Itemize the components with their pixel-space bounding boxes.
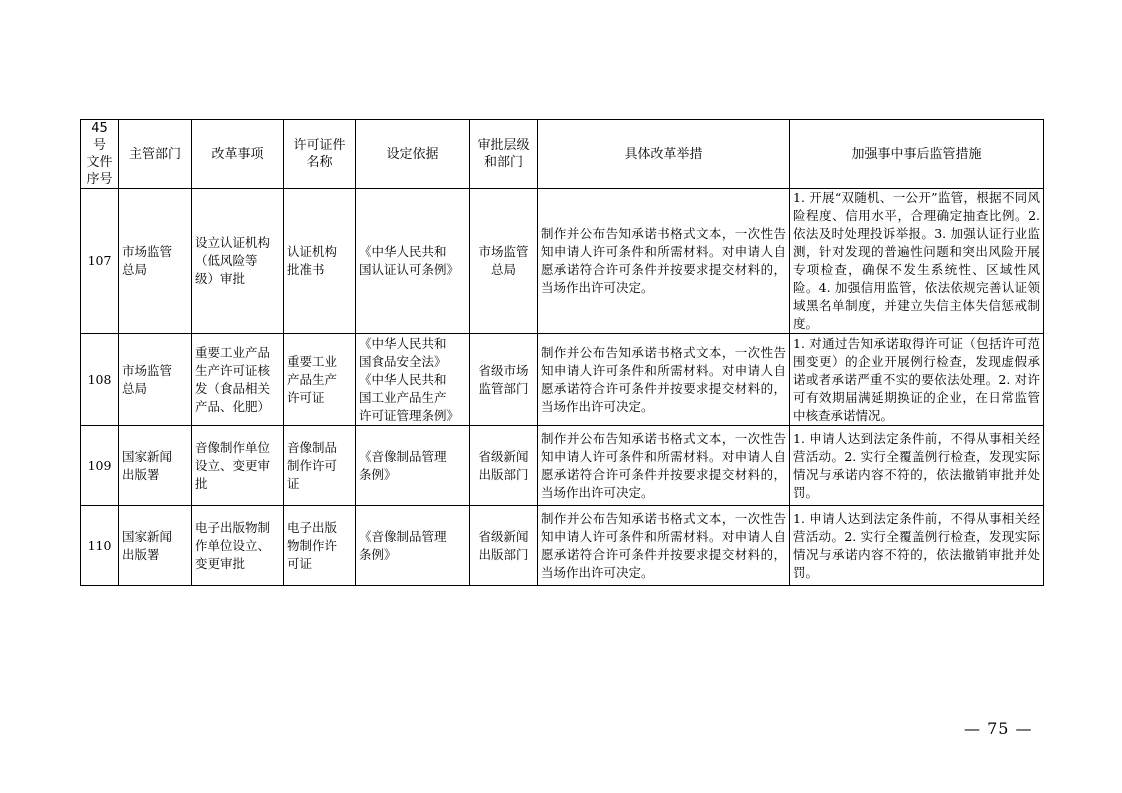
reform-items-table xyxy=(80,119,1044,586)
row-dept: 国家新闻 出版署 xyxy=(119,426,192,506)
row-level: 省级市场 监管部门 xyxy=(470,334,538,426)
header-seq: 45 号 文件 序号 xyxy=(81,120,119,189)
row-license: 音像制品 制作许可 证 xyxy=(284,426,356,506)
header-basis: 设定依据 xyxy=(356,120,470,189)
row-level: 市场监管 总局 xyxy=(470,189,538,334)
row-item: 设立认证机构 （低风险等 级）审批 xyxy=(192,189,284,334)
row-basis: 《中华人民共和 国食品安全法》 《中华人民共和 国工业产品生产 许可证管理条例》 xyxy=(356,334,470,426)
row-license: 电子出版 物制作许 可证 xyxy=(284,506,356,586)
header-measures: 具体改革举措 xyxy=(538,120,790,189)
row-license: 认证机构 批准书 xyxy=(284,189,356,334)
table-row xyxy=(81,426,1044,506)
row-item: 音像制作单位 设立、变更审 批 xyxy=(192,426,284,506)
header-level: 审批层级 和部门 xyxy=(470,120,538,189)
row-dept: 市场监管 总局 xyxy=(119,189,192,334)
row-basis: 《音像制品管理 条例》 xyxy=(356,426,470,506)
row-seq: 107 xyxy=(81,189,119,334)
row-measures: 制作并公布告知承诺书格式文本，一次性告知申请人许可条件和所需材料。对申请人自愿承诺符合许可条件并按要求提交材料的，当场作出许可决定。 xyxy=(538,189,790,334)
row-level: 省级新闻 出版部门 xyxy=(470,506,538,586)
row-basis: 《音像制品管理 条例》 xyxy=(356,506,470,586)
row-item: 重要工业产品 生产许可证核 发（食品相关 产品、化肥） xyxy=(192,334,284,426)
row-supervision: 1. 申请人达到法定条件前，不得从事相关经营活动。2. 实行全覆盖例行检查，发现实际情况与承诺内容不符的，依法撤销审批并处罚。 xyxy=(790,506,1044,586)
table-header-row xyxy=(81,120,1044,189)
table-row xyxy=(81,334,1044,426)
row-supervision: 1. 开展“双随机、一公开”监管，根据不同风险程度、信用水平，合理确定抽查比例。2. 依法及时处理投诉举报。3. 加强认证行业监测，针对发现的普遍性问题和突出风险开展专项检查，确保不发生系统性、区域性风险。4. 加强信用监管，依法依规完善认证领域黑名单制度，并建立失信主体失信惩戒制度。 xyxy=(790,189,1044,334)
row-license: 重要工业 产品生产 许可证 xyxy=(284,334,356,426)
row-basis: 《中华人民共和 国认证认可条例》 xyxy=(356,189,470,334)
page-number: — 75 — xyxy=(964,719,1033,738)
header-license: 许可证件 名称 xyxy=(284,120,356,189)
row-dept: 市场监管 总局 xyxy=(119,334,192,426)
row-seq: 110 xyxy=(81,506,119,586)
row-seq: 109 xyxy=(81,426,119,506)
row-measures: 制作并公布告知承诺书格式文本，一次性告知申请人许可条件和所需材料。对申请人自愿承诺符合许可条件并按要求提交材料的，当场作出许可决定。 xyxy=(538,426,790,506)
table-row xyxy=(81,189,1044,334)
row-level: 省级新闻 出版部门 xyxy=(470,426,538,506)
header-item: 改革事项 xyxy=(192,120,284,189)
row-supervision: 1. 对通过告知承诺取得许可证（包括许可范围变更）的企业开展例行检查，发现虚假承诺或者承诺严重不实的要依法处理。2. 对许可有效期届满延期换证的企业，在日常监管中核查承诺情况。 xyxy=(790,334,1044,426)
row-measures: 制作并公布告知承诺书格式文本，一次性告知申请人许可条件和所需材料。对申请人自愿承诺符合许可条件并按要求提交材料的，当场作出许可决定。 xyxy=(538,334,790,426)
row-seq: 108 xyxy=(81,334,119,426)
header-supervision: 加强事中事后监管措施 xyxy=(790,120,1044,189)
row-dept: 国家新闻 出版署 xyxy=(119,506,192,586)
table-row xyxy=(81,506,1044,586)
row-supervision: 1. 申请人达到法定条件前，不得从事相关经营活动。2. 实行全覆盖例行检查，发现实际情况与承诺内容不符的，依法撤销审批并处罚。 xyxy=(790,426,1044,506)
row-item: 电子出版物制 作单位设立、 变更审批 xyxy=(192,506,284,586)
header-dept: 主管部门 xyxy=(119,120,192,189)
row-measures: 制作并公布告知承诺书格式文本，一次性告知申请人许可条件和所需材料。对申请人自愿承诺符合许可条件并按要求提交材料的，当场作出许可决定。 xyxy=(538,506,790,586)
